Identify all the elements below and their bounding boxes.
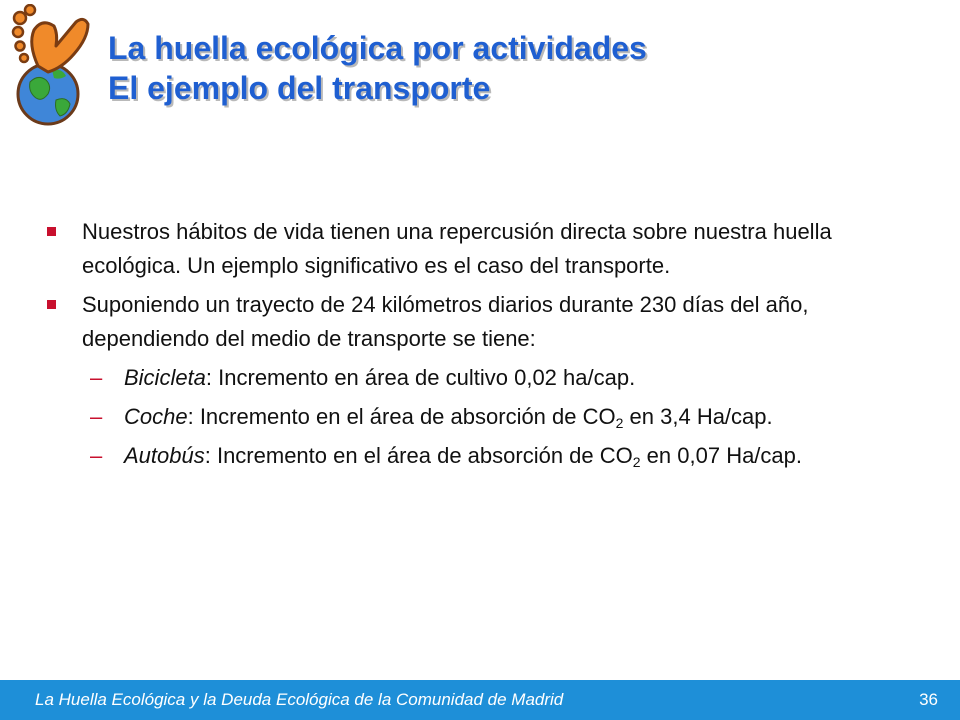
footprint-globe-icon <box>8 4 108 132</box>
square-bullet-icon <box>47 227 56 236</box>
title-line-2: El ejemplo del transporte <box>108 70 491 106</box>
title-line-1: La huella ecológica por actividades <box>108 30 647 66</box>
sub-item-text-after: en 0,07 Ha/cap. <box>640 443 803 468</box>
bullet-item <box>44 288 924 356</box>
bullet-text: Nuestros hábitos de vida tienen una repercusión directa sobre nuestra huella ecológica. Un ejemplo significativo es el caso del transporte. <box>82 219 832 278</box>
dash-marker: – <box>90 365 103 390</box>
footer-text: La Huella Ecológica y la Deuda Ecológica de la Comunidad de Madrid <box>35 690 564 709</box>
subscript-2: 2 <box>632 454 641 470</box>
sub-item-autobus <box>44 439 924 473</box>
slide-title <box>108 28 647 108</box>
sub-item-label: Autobús <box>124 443 205 468</box>
footer-bar <box>0 680 960 720</box>
sub-item-coche <box>44 400 924 434</box>
sub-item-label: Coche <box>124 404 188 429</box>
dash-marker: – <box>90 443 103 468</box>
sub-item-label: Bicicleta <box>124 365 206 390</box>
sub-item-bicicleta <box>44 361 924 395</box>
dash-marker: – <box>90 404 103 429</box>
bullet-text: Suponiendo un trayecto de 24 kilómetros diarios durante 230 días del año, dependiendo del medio de transporte se tiene: <box>82 292 809 351</box>
subscript-2: 2 <box>615 415 624 431</box>
sub-item-text: : Incremento en el área de absorción de CO <box>204 443 633 468</box>
sub-item-text-after: en 3,4 Ha/cap. <box>623 404 773 429</box>
page-number: 36 <box>919 690 938 709</box>
sub-item-text: : Incremento en área de cultivo 0,02 ha/cap. <box>205 365 636 390</box>
slide-content <box>44 215 924 478</box>
sub-item-text: : Incremento en el área de absorción de CO <box>187 404 616 429</box>
bullet-item <box>44 215 924 283</box>
square-bullet-icon <box>47 300 56 309</box>
